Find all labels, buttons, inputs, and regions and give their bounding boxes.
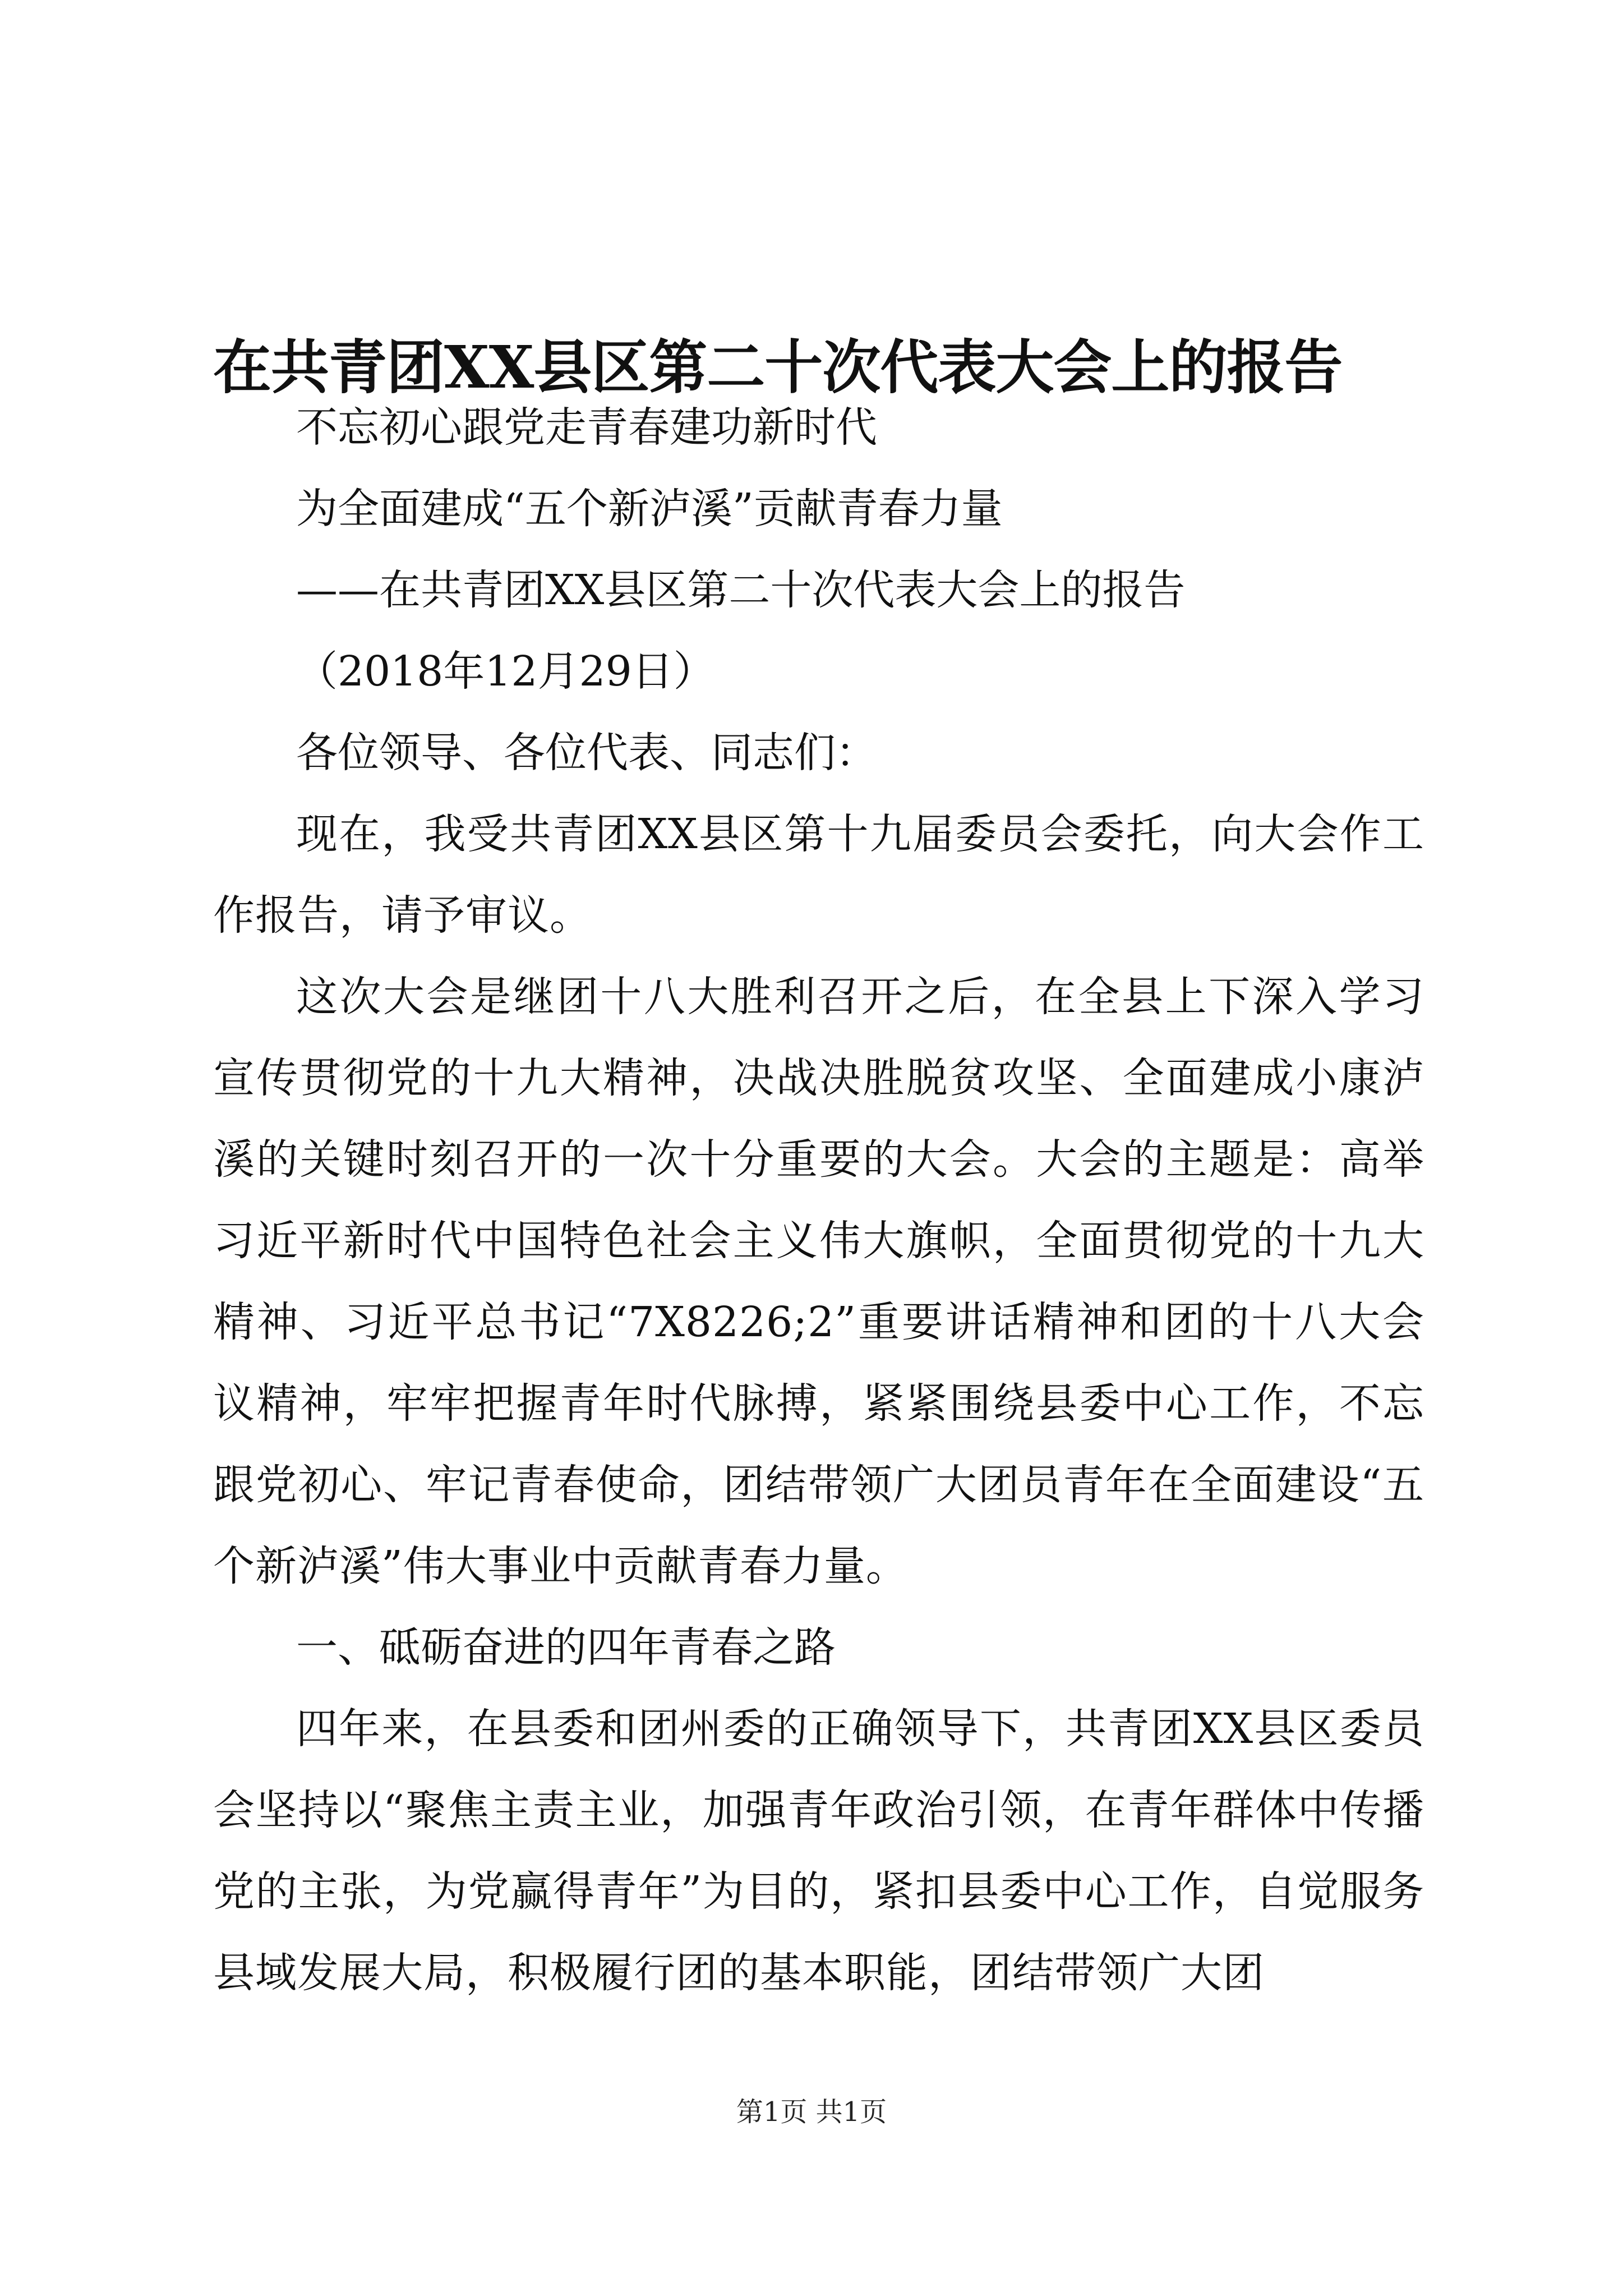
section-heading: 一、砥砺奋进的四年青春之路 <box>296 1623 836 1672</box>
report-date: （2018年12月29日） <box>296 647 715 696</box>
subtitle-line-2: 为全面建成“五个新泸溪”贡献青春力量 <box>296 485 1003 533</box>
paragraph: 现在，我受共青团XX县区第十九届委员会委托，向大会作工作报告，请予审议。 <box>213 810 1424 940</box>
paragraph: 四年来，在县委和团州委的正确领导下，共青团XX县区委员会坚持以“聚焦主责主业，加强青年政治引领，在青年群体中传播党的主张，为党赢得青年”为目的，紧扣县委中心工作，自觉服务县域发展大局，积极履行团的基本职能，团结带领广大团 <box>213 1705 1424 1997</box>
document-title: 在共青团XX县区第二十次代表大会上的报告 <box>213 332 1343 402</box>
document-body <box>213 387 1424 2014</box>
paragraph: 这次大会是继团十八大胜利召开之后，在全县上下深入学习宣传贯彻党的十九大精神，决战决胜脱贫攻坚、全面建成小康泸溪的关键时刻召开的一次十分重要的大会。大会的主题是：高举习近平新时代中国特色社会主义伟大旗帜，全面贯彻党的十九大精神、习近平总书记“7X8226;2”重要讲话精神和团的十八大会议精神，牢牢把握青年时代脉搏，紧紧围绕县委中心工作，不忘跟党初心、牢记青春使命，团结带领广大团员青年在全面建设“五个新泸溪”伟大事业中贡献青春力量。 <box>213 973 1424 1590</box>
subtitle-line-3: ——在共青团XX县区第二十次代表大会上的报告 <box>296 566 1186 614</box>
page-footer: 第1页 共1页 <box>736 2096 887 2128</box>
subtitle-line-1: 不忘初心跟党走青春建功新时代 <box>296 403 877 452</box>
salutation: 各位领导、各位代表、同志们： <box>296 729 877 777</box>
